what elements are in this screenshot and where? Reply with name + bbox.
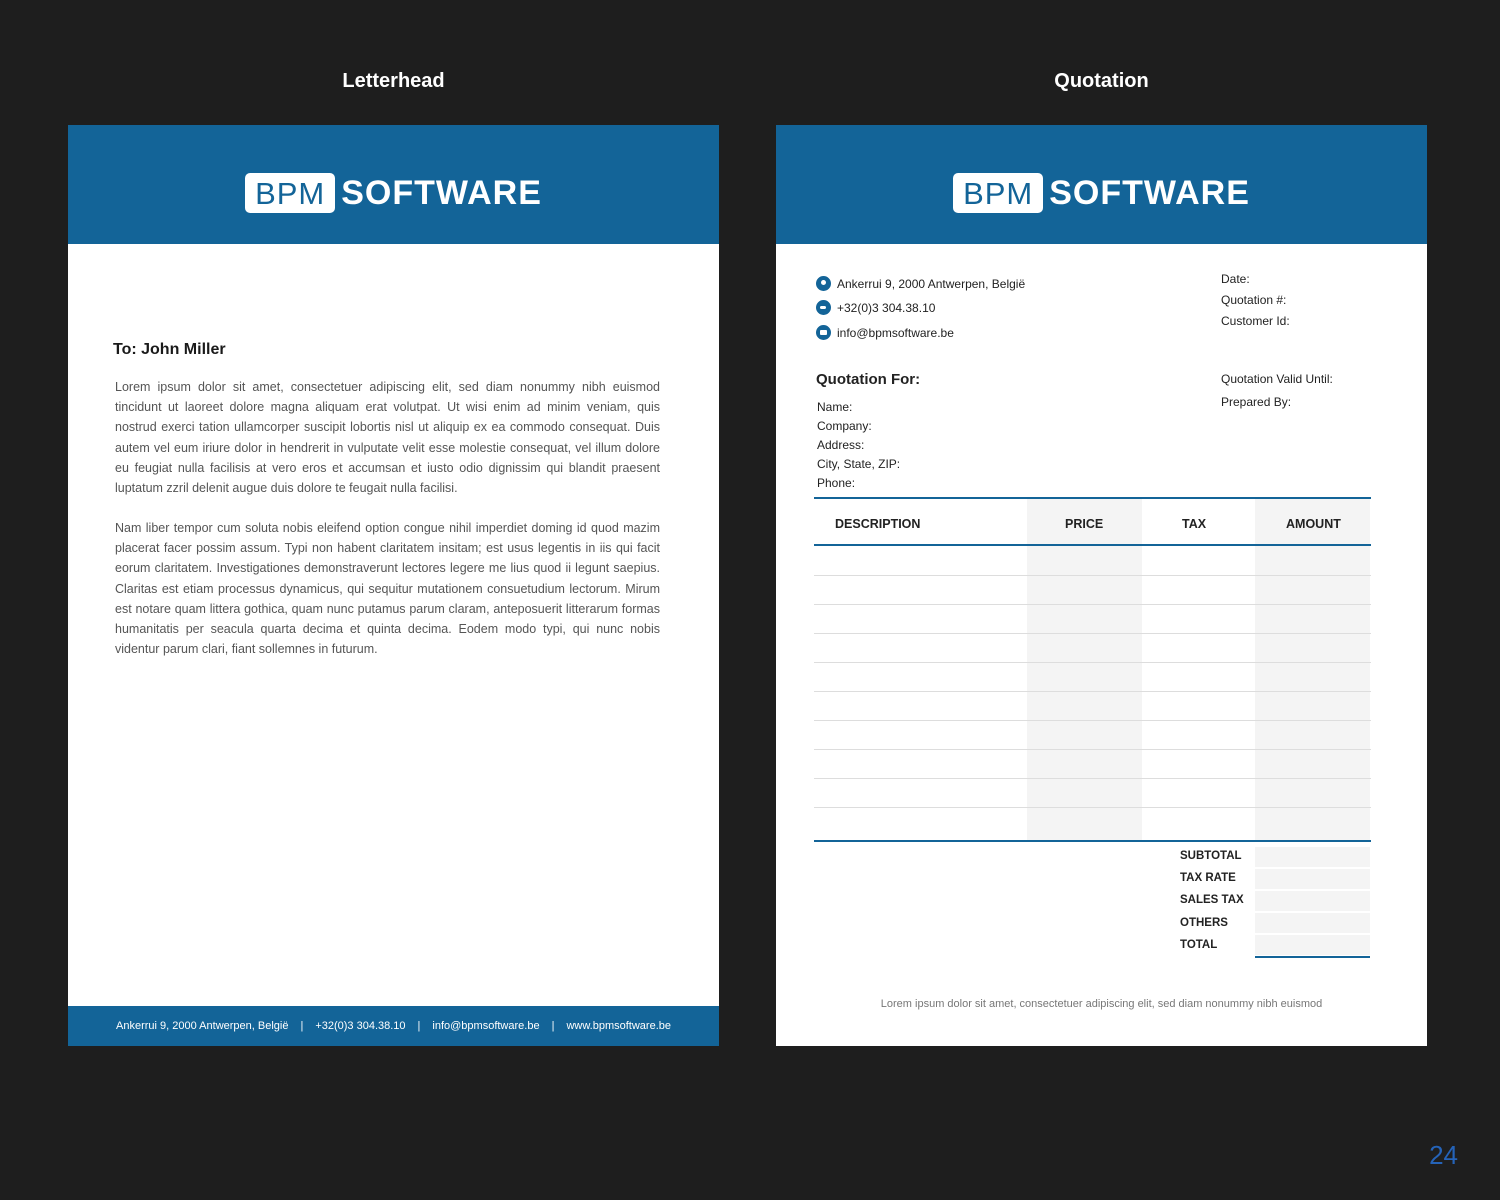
meta-valid-until: Quotation Valid Until: [1221,372,1333,386]
total-rule [1255,956,1370,958]
header-amount: AMOUNT [1286,517,1341,531]
amount-column-shade [1255,499,1370,842]
contact-email [816,325,954,340]
field-name: Name: [817,400,853,414]
total-value [1255,935,1370,955]
body-paragraph: Lorem ipsum dolor sit amet, consectetuer adipiscing elit, sed diam nonummy nibh euismod tincidunt ut laoreet dolore magna aliquam erat volutpat. Ut wisi enim ad minim veniam, quis nostrud exerci tation ullamcorper suscipit lobortis nisl ut aliquip ex ea commodo consequat. Duis autem vel eum iriure dolor in hendrerit in vulputate velit esse molestie consequat, vel illum dolore eu feugiat nulla facilisis at vero eros et accumsan et iusto odio dignissim qui blandit praesent luptatum zzril delenit augue duis dolore te feugait nulla facilisi. [115,380,660,496]
letterhead-page [68,125,719,1046]
table-row [814,662,1371,663]
body-paragraph: Nam liber tempor cum soluta nobis eleifend option congue nihil imperdiet doming id quod mazim placerat facer possim assum. Typi non habent claritatem insitam; est usus legentis in iis qui facit eorum claritatem. Investigationes demonstraverunt lectores legere me lius quod ii legunt saepius. Claritas est etiam processus dynamicus, qui sequitur mutationem consuetudium lectorum. Mirum est notare quam littera gothica, quam nunc putamus parum claram, anteposuerit litterarum formas humanitatis per seacula quarta decima et quinta decima. Eodem modo typi, qui nunc nobis videntur parum clari, fiant sollemnes in futurum. [115,521,660,657]
table-row [814,691,1371,692]
others-label: OTHERS [1180,917,1228,929]
table-row [814,778,1371,779]
tax-rate-label: TAX RATE [1180,872,1236,884]
quotation-for-title: Quotation For: [816,371,921,388]
others-value [1255,913,1370,933]
header-description: DESCRIPTION [835,517,921,531]
meta-quotation-number: Quotation #: [1221,293,1287,307]
meta-customer-id: Customer Id: [1221,314,1290,328]
footer-website: www.bpmsoftware.be [566,1020,671,1032]
table-row [814,633,1371,634]
table-bottom-rule [814,840,1371,842]
contact-email-text: info@bpmsoftware.be [837,325,954,340]
table-row [814,575,1371,576]
logo-word: SOFTWARE [1049,174,1250,212]
footer-separator: | [300,1020,304,1032]
logo-word: SOFTWARE [341,174,542,212]
header-rule [814,544,1371,546]
logo-box: BPM [245,173,335,213]
footer-separator: | [551,1020,555,1032]
letterhead-section-title: Letterhead [342,70,445,92]
field-city-state-zip: City, State, ZIP: [817,457,901,471]
subtotal-label: SUBTOTAL [1180,850,1242,862]
table-row [814,604,1371,605]
header-price: PRICE [1065,517,1104,531]
contact-address-text: Ankerrui 9, 2000 Antwerpen, België [837,276,1026,291]
contact-address [816,276,1025,291]
table-row [814,807,1371,808]
quotation-logo [776,173,1427,213]
footer-address: Ankerrui 9, 2000 Antwerpen, België [116,1020,289,1032]
contact-phone-text: +32(0)3 304.38.10 [837,300,936,315]
page-number: 24 [1429,1140,1458,1170]
footer-email: info@bpmsoftware.be [432,1020,540,1032]
letterhead-footer [68,1006,719,1046]
quotation-section-title: Quotation [1054,70,1149,92]
sales-tax-label: SALES TAX [1180,894,1244,906]
location-pin-icon [816,276,831,291]
mail-icon [816,325,831,340]
field-phone: Phone: [817,476,856,490]
quotation-page [776,125,1427,1046]
field-address: Address: [817,438,865,452]
table-row [814,720,1371,721]
phone-icon [816,300,831,315]
tax-rate-value [1255,869,1370,889]
footer-separator: | [417,1020,421,1032]
contact-phone [816,300,935,315]
meta-date: Date: [1221,272,1250,286]
price-column-shade [1027,499,1142,842]
header-tax: TAX [1182,517,1207,531]
table-row [814,749,1371,750]
total-label: TOTAL [1180,939,1218,951]
sales-tax-value [1255,891,1370,911]
letterhead-logo [68,173,719,213]
recipient-line: To: John Miller [113,341,226,358]
quotation-footer-note: Lorem ipsum dolor sit amet, consectetuer adipiscing elit, sed diam nonummy nibh euismod [880,998,1323,1010]
meta-prepared-by: Prepared By: [1221,395,1292,409]
subtotal-value [1255,847,1370,867]
field-company: Company: [817,419,872,433]
footer-phone: +32(0)3 304.38.10 [315,1020,406,1032]
logo-box: BPM [953,173,1043,213]
